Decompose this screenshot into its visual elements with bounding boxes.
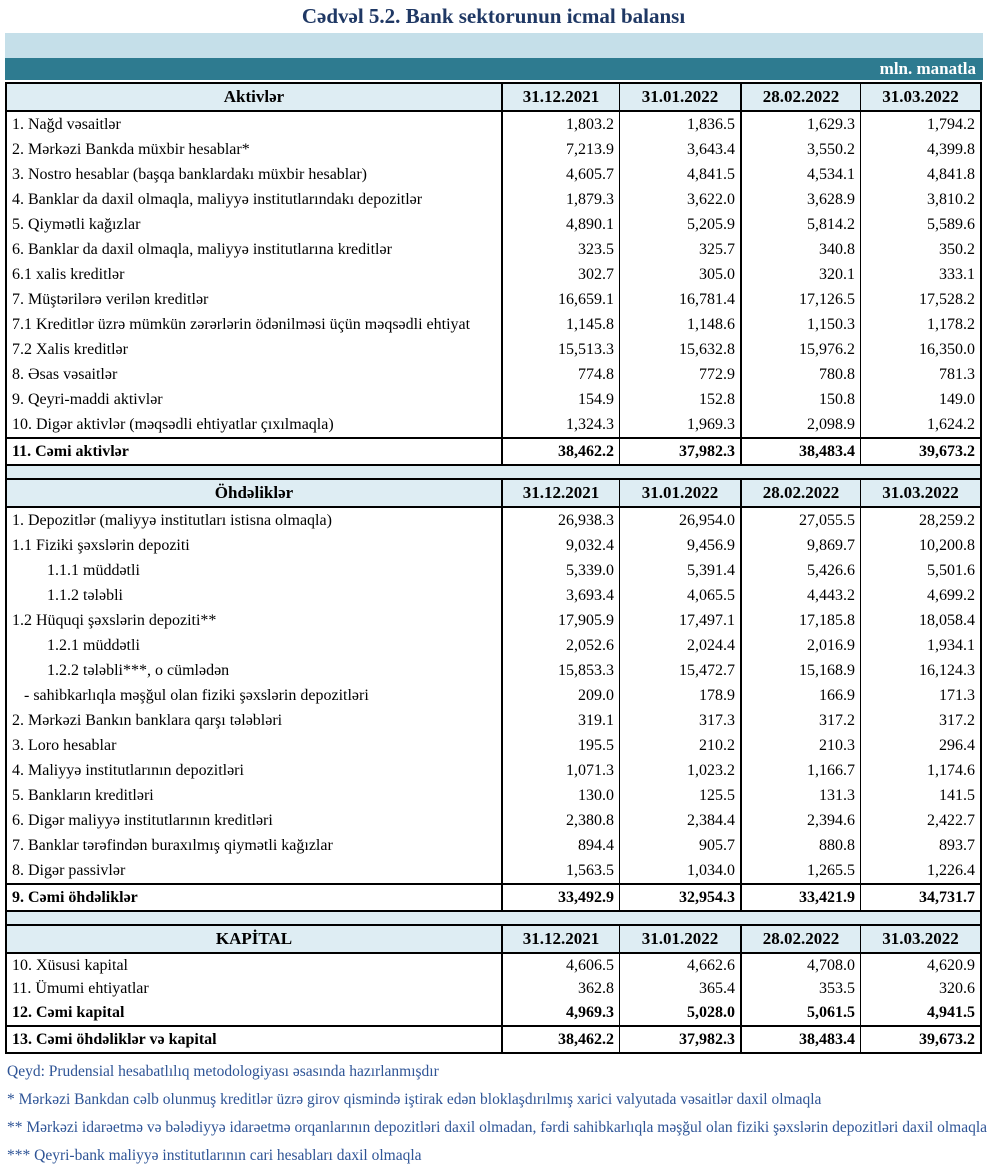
row-value: 365.4 — [619, 977, 740, 1000]
row-value: 26,938.3 — [501, 508, 619, 533]
row-value: 4,662.6 — [619, 954, 740, 977]
section-divider — [7, 910, 980, 926]
liabilities-header-row — [7, 480, 980, 508]
row-value: 10,200.8 — [860, 533, 980, 558]
row-value: 178.9 — [619, 683, 740, 708]
assets-table-row — [7, 112, 980, 137]
row-value: 1,034.0 — [619, 858, 740, 883]
row-value: 323.5 — [501, 237, 619, 262]
row-label: 12. Cəmi kapital — [12, 1004, 125, 1021]
assets-table-row — [7, 237, 980, 262]
row-value: 1,934.1 — [860, 633, 980, 658]
footnote-note: Qeyd: Prudensial hesabatlılıq metodologiyası əsasında hazırlanmışdır — [7, 1063, 439, 1080]
date-column-header: 31.12.2021 — [501, 480, 619, 506]
row-label: 11. Cəmi aktivlər — [12, 443, 129, 460]
assets-table-row — [7, 212, 980, 237]
row-value: 2,394.6 — [740, 808, 860, 833]
row-value: 3,643.4 — [619, 137, 740, 162]
row-value: 3,628.9 — [740, 187, 860, 212]
row-value: 4,065.5 — [619, 583, 740, 608]
row-value: 774.8 — [501, 362, 619, 387]
row-value: 319.1 — [501, 708, 619, 733]
row-value: 780.8 — [740, 362, 860, 387]
row-value: 302.7 — [501, 262, 619, 287]
liabilities-table-row — [7, 808, 980, 833]
row-value: 5,814.2 — [740, 212, 860, 237]
row-label: 11. Ümumi ehtiyatlar — [12, 980, 149, 997]
row-value: 9,456.9 — [619, 533, 740, 558]
row-value: 38,462.2 — [501, 1027, 619, 1052]
row-value: 5,061.5 — [740, 1000, 860, 1025]
row-label: 1. Nağd vəsaitlər — [12, 116, 121, 133]
date-column-header: 31.03.2022 — [860, 84, 980, 110]
row-value: 195.5 — [501, 733, 619, 758]
row-value: 4,699.2 — [860, 583, 980, 608]
row-value: 2,016.9 — [740, 633, 860, 658]
row-value: 1,178.2 — [860, 312, 980, 337]
row-value: 37,982.3 — [619, 439, 740, 464]
row-value: 893.7 — [860, 833, 980, 858]
row-value: 3,693.4 — [501, 583, 619, 608]
footnote-double-asterisk: ** Mərkəzi idarəetmə və bələdiyyə idarəetmə orqanlarının depozitləri daxil olmadan, fərdi sahibkarlıqla məşğul olan fiziki şəxslərin depozitləri daxil olmaqla — [7, 1119, 988, 1136]
row-value: 4,969.3 — [501, 1000, 619, 1025]
row-value: 350.2 — [860, 237, 980, 262]
row-value: 4,841.8 — [860, 162, 980, 187]
assets-table-row — [7, 287, 980, 312]
date-column-header: 31.01.2022 — [619, 480, 740, 506]
row-label: 7. Banklar tərəfindən buraxılmış qiymətli kağızlar — [12, 837, 333, 854]
liabilities-table-row — [7, 583, 980, 608]
liabilities-section-title: Öhdəliklər — [214, 483, 294, 502]
units-label: mln. manatla — [879, 59, 976, 78]
row-value: 317.2 — [860, 708, 980, 733]
section-divider — [7, 464, 980, 480]
row-value: 325.7 — [619, 237, 740, 262]
row-label: 2. Mərkəzi Bankda müxbir hesablar* — [12, 141, 250, 158]
row-value: 150.8 — [740, 387, 860, 412]
date-column-header: 31.12.2021 — [501, 84, 619, 110]
row-value: 353.5 — [740, 977, 860, 1000]
row-value: 2,024.4 — [619, 633, 740, 658]
row-value: 4,620.9 — [860, 954, 980, 977]
liabilities-table-row — [7, 533, 980, 558]
row-value: 16,350.0 — [860, 337, 980, 362]
row-value: 16,124.3 — [860, 658, 980, 683]
row-value: 1,803.2 — [501, 112, 619, 137]
row-value: 5,501.6 — [860, 558, 980, 583]
balance-sheet-table — [5, 82, 982, 1054]
row-value: 1,969.3 — [619, 412, 740, 437]
row-label: 1.1.2 tələbli — [47, 587, 123, 604]
assets-table-row — [7, 312, 980, 337]
row-label: 5. Qiymətli kağızlar — [12, 216, 141, 233]
row-value: 5,028.0 — [619, 1000, 740, 1025]
row-value: 16,659.1 — [501, 287, 619, 312]
liabilities-table-row — [7, 758, 980, 783]
date-column-header: 31.01.2022 — [619, 84, 740, 110]
row-label: 10. Digər aktivlər (məqsədli ehtiyatlar çıxılmaqla) — [12, 416, 334, 433]
page-title: Cədvəl 5.2. Bank sektorunun icmal balansı — [301, 4, 686, 28]
row-value: 171.3 — [860, 683, 980, 708]
row-value: 4,890.1 — [501, 212, 619, 237]
row-label: 1.2 Hüquqi şəxslərin depoziti** — [12, 612, 217, 629]
date-column-header: 28.02.2022 — [740, 480, 860, 506]
row-value: 125.5 — [619, 783, 740, 808]
row-value: 1,174.6 — [860, 758, 980, 783]
row-value: 2,052.6 — [501, 633, 619, 658]
row-value: 5,589.6 — [860, 212, 980, 237]
row-value: 4,443.2 — [740, 583, 860, 608]
row-value: 5,391.4 — [619, 558, 740, 583]
row-label: 7.2 Xalis kreditlər — [12, 341, 128, 358]
row-value: 1,265.5 — [740, 858, 860, 883]
assets-table-row — [7, 187, 980, 212]
liabilities-table-row — [7, 508, 980, 533]
liabilities-table-row — [7, 883, 980, 910]
footnote-single-asterisk: * Mərkəzi Bankdan cəlb olunmuş kreditlər üzrə girov qismində iştirak edən bloklaşdırılmış xarici valyutada vəsaitlər daxil olmaqla — [7, 1091, 822, 1108]
row-label: 6. Digər maliyyə institutlarının kreditləri — [12, 812, 273, 829]
row-value: 781.3 — [860, 362, 980, 387]
decorative-band — [5, 33, 983, 58]
row-value: 1,145.8 — [501, 312, 619, 337]
row-value: 38,483.4 — [740, 439, 860, 464]
row-value: 772.9 — [619, 362, 740, 387]
row-value: 32,954.3 — [619, 885, 740, 910]
row-label: 9. Qeyri-maddi aktivlər — [12, 391, 163, 408]
date-column-header: 31.03.2022 — [860, 926, 980, 952]
row-value: 15,853.3 — [501, 658, 619, 683]
row-value: 894.4 — [501, 833, 619, 858]
row-value: 1,148.6 — [619, 312, 740, 337]
row-value: 1,150.3 — [740, 312, 860, 337]
row-value: 1,324.3 — [501, 412, 619, 437]
liabilities-table-row — [7, 708, 980, 733]
row-value: 9,032.4 — [501, 533, 619, 558]
row-value: 5,426.6 — [740, 558, 860, 583]
row-value: 17,126.5 — [740, 287, 860, 312]
assets-table-row — [7, 262, 980, 287]
row-label: 13. Cəmi öhdəliklər və kapital — [12, 1031, 217, 1048]
row-value: 26,954.0 — [619, 508, 740, 533]
row-value: 1,166.7 — [740, 758, 860, 783]
row-value: 320.1 — [740, 262, 860, 287]
row-value: 2,098.9 — [740, 412, 860, 437]
assets-table-row — [7, 337, 980, 362]
row-value: 4,534.1 — [740, 162, 860, 187]
liabilities-table-row — [7, 633, 980, 658]
row-value: 333.1 — [860, 262, 980, 287]
row-value: 38,462.2 — [501, 439, 619, 464]
row-value: 1,879.3 — [501, 187, 619, 212]
liabilities-table-row — [7, 558, 980, 583]
row-label: 1.1.1 müddətli — [47, 562, 140, 579]
capital-table-row — [7, 1025, 980, 1052]
row-value: 16,781.4 — [619, 287, 740, 312]
row-value: 296.4 — [860, 733, 980, 758]
row-value: 15,513.3 — [501, 337, 619, 362]
date-column-header: 31.12.2021 — [501, 926, 619, 952]
row-value: 130.0 — [501, 783, 619, 808]
liabilities-table-row — [7, 858, 980, 883]
row-value: 15,472.7 — [619, 658, 740, 683]
footnote-triple-asterisk: *** Qeyri-bank maliyyə institutlarının cari hesabları daxil olmaqla — [7, 1147, 422, 1164]
row-value: 305.0 — [619, 262, 740, 287]
liabilities-table-row — [7, 733, 980, 758]
row-label: 6. Banklar da daxil olmaqla, maliyyə institutlarına kreditlər — [12, 241, 392, 258]
assets-table-row — [7, 412, 980, 437]
row-label: 1.2.1 müddətli — [47, 637, 140, 654]
row-value: 17,905.9 — [501, 608, 619, 633]
row-value: 1,563.5 — [501, 858, 619, 883]
row-value: 39,673.2 — [860, 1027, 980, 1052]
row-value: 3,810.2 — [860, 187, 980, 212]
assets-header-row — [7, 84, 980, 112]
date-column-header: 31.01.2022 — [619, 926, 740, 952]
row-value: 152.8 — [619, 387, 740, 412]
liabilities-table-row — [7, 608, 980, 633]
row-label: 1. Depozitlər (maliyyə institutları istisna olmaqla) — [12, 512, 332, 529]
row-value: 33,492.9 — [501, 885, 619, 910]
assets-table-row — [7, 387, 980, 412]
row-value: 362.8 — [501, 977, 619, 1000]
row-value: 340.8 — [740, 237, 860, 262]
row-value: 317.3 — [619, 708, 740, 733]
row-value: 9,869.7 — [740, 533, 860, 558]
row-value: 1,794.2 — [860, 112, 980, 137]
row-value: 4,606.5 — [501, 954, 619, 977]
row-label: 5. Bankların kreditləri — [12, 787, 154, 804]
row-label: - sahibkarlıqla məşğul olan fiziki şəxslərin depozitləri — [24, 687, 369, 704]
row-label: 3. Loro hesablar — [12, 737, 117, 754]
row-value: 1,226.4 — [860, 858, 980, 883]
row-value: 33,421.9 — [740, 885, 860, 910]
row-value: 15,632.8 — [619, 337, 740, 362]
row-value: 4,941.5 — [860, 1000, 980, 1025]
row-label: 4. Maliyyə institutlarının depozitləri — [12, 762, 244, 779]
row-value: 4,605.7 — [501, 162, 619, 187]
row-value: 27,055.5 — [740, 508, 860, 533]
row-value: 1,071.3 — [501, 758, 619, 783]
row-value: 4,841.5 — [619, 162, 740, 187]
row-label: 8. Əsas vəsaitlər — [12, 366, 118, 383]
row-value: 17,497.1 — [619, 608, 740, 633]
assets-section-title: Aktivlər — [223, 87, 285, 106]
row-value: 4,399.8 — [860, 137, 980, 162]
row-label: 1.2.2 tələbli***, o cümlədən — [47, 662, 230, 679]
row-label: 6.1 xalis kreditlər — [12, 266, 125, 283]
row-value: 15,976.2 — [740, 337, 860, 362]
liabilities-table-row — [7, 683, 980, 708]
row-value: 17,528.2 — [860, 287, 980, 312]
row-label: 8. Digər passivlər — [12, 862, 126, 879]
capital-table-row — [7, 954, 980, 977]
row-value: 37,982.3 — [619, 1027, 740, 1052]
row-value: 210.3 — [740, 733, 860, 758]
capital-section-title: KAPİTAL — [215, 929, 293, 948]
row-value: 38,483.4 — [740, 1027, 860, 1052]
row-label: 3. Nostro hesablar (başqa banklardakı müxbir hesablar) — [12, 166, 367, 183]
liabilities-table-row — [7, 658, 980, 683]
date-column-header: 28.02.2022 — [740, 84, 860, 110]
assets-table-row — [7, 137, 980, 162]
row-value: 320.6 — [860, 977, 980, 1000]
assets-table-row — [7, 437, 980, 464]
row-value: 209.0 — [501, 683, 619, 708]
date-column-header: 28.02.2022 — [740, 926, 860, 952]
row-value: 4,708.0 — [740, 954, 860, 977]
row-value: 3,550.2 — [740, 137, 860, 162]
row-value: 3,622.0 — [619, 187, 740, 212]
row-value: 18,058.4 — [860, 608, 980, 633]
capital-table-row — [7, 1000, 980, 1025]
row-value: 317.2 — [740, 708, 860, 733]
row-value: 2,422.7 — [860, 808, 980, 833]
liabilities-table-row — [7, 783, 980, 808]
row-value: 5,205.9 — [619, 212, 740, 237]
units-band — [5, 58, 983, 80]
capital-header-row — [7, 926, 980, 954]
footnotes-block — [5, 1063, 995, 1164]
row-value: 1,836.5 — [619, 112, 740, 137]
assets-table-row — [7, 162, 980, 187]
row-value: 7,213.9 — [501, 137, 619, 162]
assets-table-row — [7, 362, 980, 387]
row-value: 34,731.7 — [860, 885, 980, 910]
row-value: 2,380.8 — [501, 808, 619, 833]
row-label: 9. Cəmi öhdəliklər — [12, 889, 138, 906]
row-label: 4. Banklar da daxil olmaqla, maliyyə institutlarındakı depozitlər — [12, 191, 423, 208]
row-value: 39,673.2 — [860, 439, 980, 464]
liabilities-table-row — [7, 833, 980, 858]
row-value: 17,185.8 — [740, 608, 860, 633]
row-value: 1,629.3 — [740, 112, 860, 137]
row-label: 1.1 Fiziki şəxslərin depoziti — [12, 537, 190, 554]
row-value: 2,384.4 — [619, 808, 740, 833]
row-value: 141.5 — [860, 783, 980, 808]
row-value: 1,624.2 — [860, 412, 980, 437]
row-label: 7. Müştərilərə verilən kreditlər — [12, 291, 209, 308]
row-label: 2. Mərkəzi Bankın banklara qarşı tələbləri — [12, 712, 283, 729]
row-value: 166.9 — [740, 683, 860, 708]
row-value: 905.7 — [619, 833, 740, 858]
row-value: 154.9 — [501, 387, 619, 412]
row-label: 10. Xüsusi kapital — [12, 957, 128, 974]
capital-table-row — [7, 977, 980, 1000]
row-label: 7.1 Kreditlər üzrə mümkün zərərlərin ödənilməsi üçün məqsədli ehtiyat — [12, 316, 471, 333]
row-value: 880.8 — [740, 833, 860, 858]
row-value: 131.3 — [740, 783, 860, 808]
row-value: 149.0 — [860, 387, 980, 412]
row-value: 28,259.2 — [860, 508, 980, 533]
row-value: 210.2 — [619, 733, 740, 758]
row-value: 15,168.9 — [740, 658, 860, 683]
row-value: 5,339.0 — [501, 558, 619, 583]
date-column-header: 31.03.2022 — [860, 480, 980, 506]
row-value: 1,023.2 — [619, 758, 740, 783]
